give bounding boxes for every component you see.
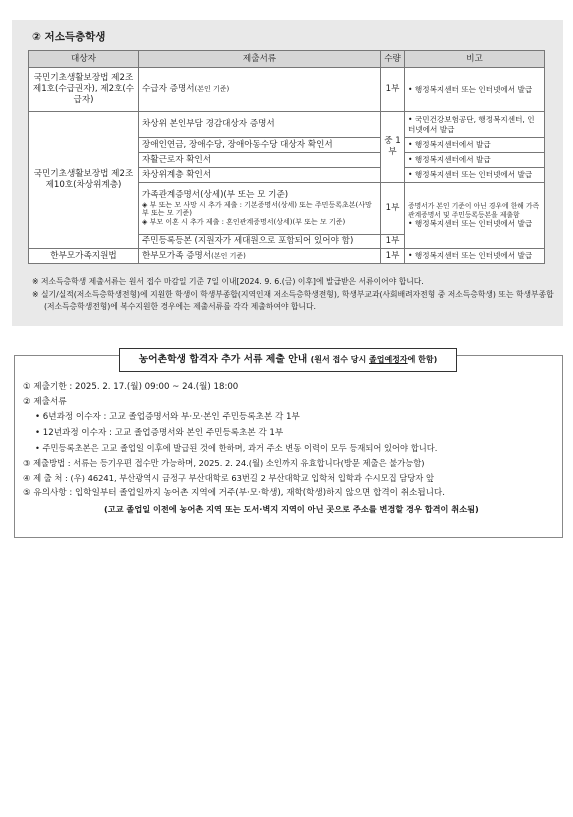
document-cell: 차상위 본인부담 경감대상자 증명서: [139, 112, 381, 138]
quantity-cell: 1부: [381, 249, 405, 264]
low-income-section: [12, 20, 563, 326]
header-target: 대상자: [29, 51, 139, 68]
document-cell: 차상위계층 확인서: [139, 168, 381, 183]
remark-cell: • 행정복지센터 또는 인터넷에서 발급: [405, 249, 545, 264]
header-quantity: 수량: [381, 51, 405, 68]
caution-detail: (고교 졸업일 이전에 농어촌 지역 또는 도서·벽지 지역이 아닌 곳으로 주소를 변경할 경우 합격이 취소됨): [104, 503, 479, 514]
note-item: ※ 실기/실적(저소득층학생전형)에 지원한 학생이 학생부종합(지역인재 저소득층학생전형), 학생부교과(사회배려자전형 중 저소득층학생) 또는 학생부종합(저소득층학생전형)에 복수지원한 경우에는 제출서류를 각각 제출하여야 합니다.: [32, 289, 554, 311]
quantity-cell: 1부: [381, 68, 405, 112]
documents-table: [28, 50, 545, 264]
target-cell: 한부모가족지원법: [29, 249, 139, 264]
document-cell: 수급자 증명서(본인 기준): [139, 68, 381, 112]
table-row: [29, 112, 545, 138]
document-cell: 자활근로자 확인서: [139, 153, 381, 168]
quantity-cell: 중 1부: [381, 112, 405, 183]
target-cell: 국민기초생활보장법 제2조 제10호(차상위계층): [29, 112, 139, 249]
remark-cell: • 행정복지센터에서 발급: [405, 138, 545, 153]
remark-cell: • 행정복지센터에서 발급: [405, 153, 545, 168]
notice-body: [23, 380, 557, 517]
remark-cell: 증명서가 본인 기준이 아닌 경우에 한해 가족관계증명서 및 주민등록등본을 제출함 • 행정복지센터 또는 인터넷에서 발급: [405, 183, 545, 249]
method-line: ③ 제출방법 : 서류는 등기우편 접수만 가능하며, 2025. 2. 24.(월) 소인까지 유효합니다(방문 제출은 불가능함): [23, 458, 425, 469]
section-title: ② 저소득층학생: [32, 31, 106, 43]
list-item: • 6년과정 이수자 : 고교 졸업증명서와 부·모·본인 주민등록초본 각 1부: [35, 412, 300, 423]
document-cell: 장애인연금, 장애수당, 장애아동수당 대상자 확인서: [139, 138, 381, 153]
rural-student-notice: [14, 355, 563, 538]
remark-cell: • 행정복지센터 또는 인터넷에서 발급: [405, 168, 545, 183]
notes: [32, 276, 554, 314]
table-row: [29, 249, 545, 264]
table-header-row: [29, 51, 545, 68]
header-documents: 제출서류: [139, 51, 381, 68]
note-item: ※ 저소득층학생 제출서류는 원서 접수 마감일 기준 7일 이내[2024. 9. 6.(금) 이후]에 발급받은 서류이어야 합니다.: [32, 277, 424, 286]
caution-line: ⑤ 유의사항 : 입학일부터 졸업일까지 농어촌 지역에 거주(부·모·학생), 재학(학생)하지 않으면 합격이 취소됩니다.: [23, 488, 445, 499]
document-cell: 주민등록등본 (지원자가 세대원으로 포함되어 있어야 함): [139, 235, 381, 249]
quantity-cell: 1부: [381, 235, 405, 249]
documents-heading: ② 제출서류: [23, 397, 67, 408]
table-row: [29, 68, 545, 112]
deadline-line: ① 제출기한 : 2025. 2. 17.(월) 09:00 ~ 24.(월) 18:00: [23, 382, 239, 392]
quantity-cell: 1부: [381, 183, 405, 235]
remark-cell: • 행정복지센터 또는 인터넷에서 발급: [405, 68, 545, 112]
list-item: • 주민등록초본은 고교 졸업일 이후에 발급된 것에 한하며, 과거 주소 변동 이력이 모두 등재되어 있어야 합니다.: [35, 442, 438, 453]
destination-line: ④ 제 출 처 : (우) 46241, 부산광역시 금정구 부산대학로 63번길 2 부산대학교 입학처 입학과 수시모집 담당자 앞: [23, 473, 434, 484]
document-cell: 가족관계증명서(상세)(부 또는 모 기준) ◈ 부 또는 모 사망 시 추가 제출 : 기본증명서(상세) 또는 주민등록초본(사망 부 또는 모 기준) ◈ 부모 이혼 시 추가 제출 : 혼인관계증명서(상세)(부 또는 모 기준): [139, 183, 381, 235]
list-item: • 12년과정 이수자 : 고교 졸업증명서와 본인 주민등록초본 각 1부: [35, 427, 284, 438]
remark-cell: • 국민건강보험공단, 행정복지센터, 인터넷에서 발급: [405, 112, 545, 138]
header-remarks: 비고: [405, 51, 545, 68]
notice-title-qualifier: (원서 접수 당시 졸업예정자에 한함): [310, 355, 438, 364]
notice-title: 농어촌학생 합격자 추가 서류 제출 안내 (원서 접수 당시 졸업예정자에 한함): [119, 348, 457, 372]
target-cell: 국민기초생활보장법 제2조 제1호(수급권자), 제2호(수급자): [29, 68, 139, 112]
document-cell: 한부모가족 증명서(본인 기준): [139, 249, 381, 264]
